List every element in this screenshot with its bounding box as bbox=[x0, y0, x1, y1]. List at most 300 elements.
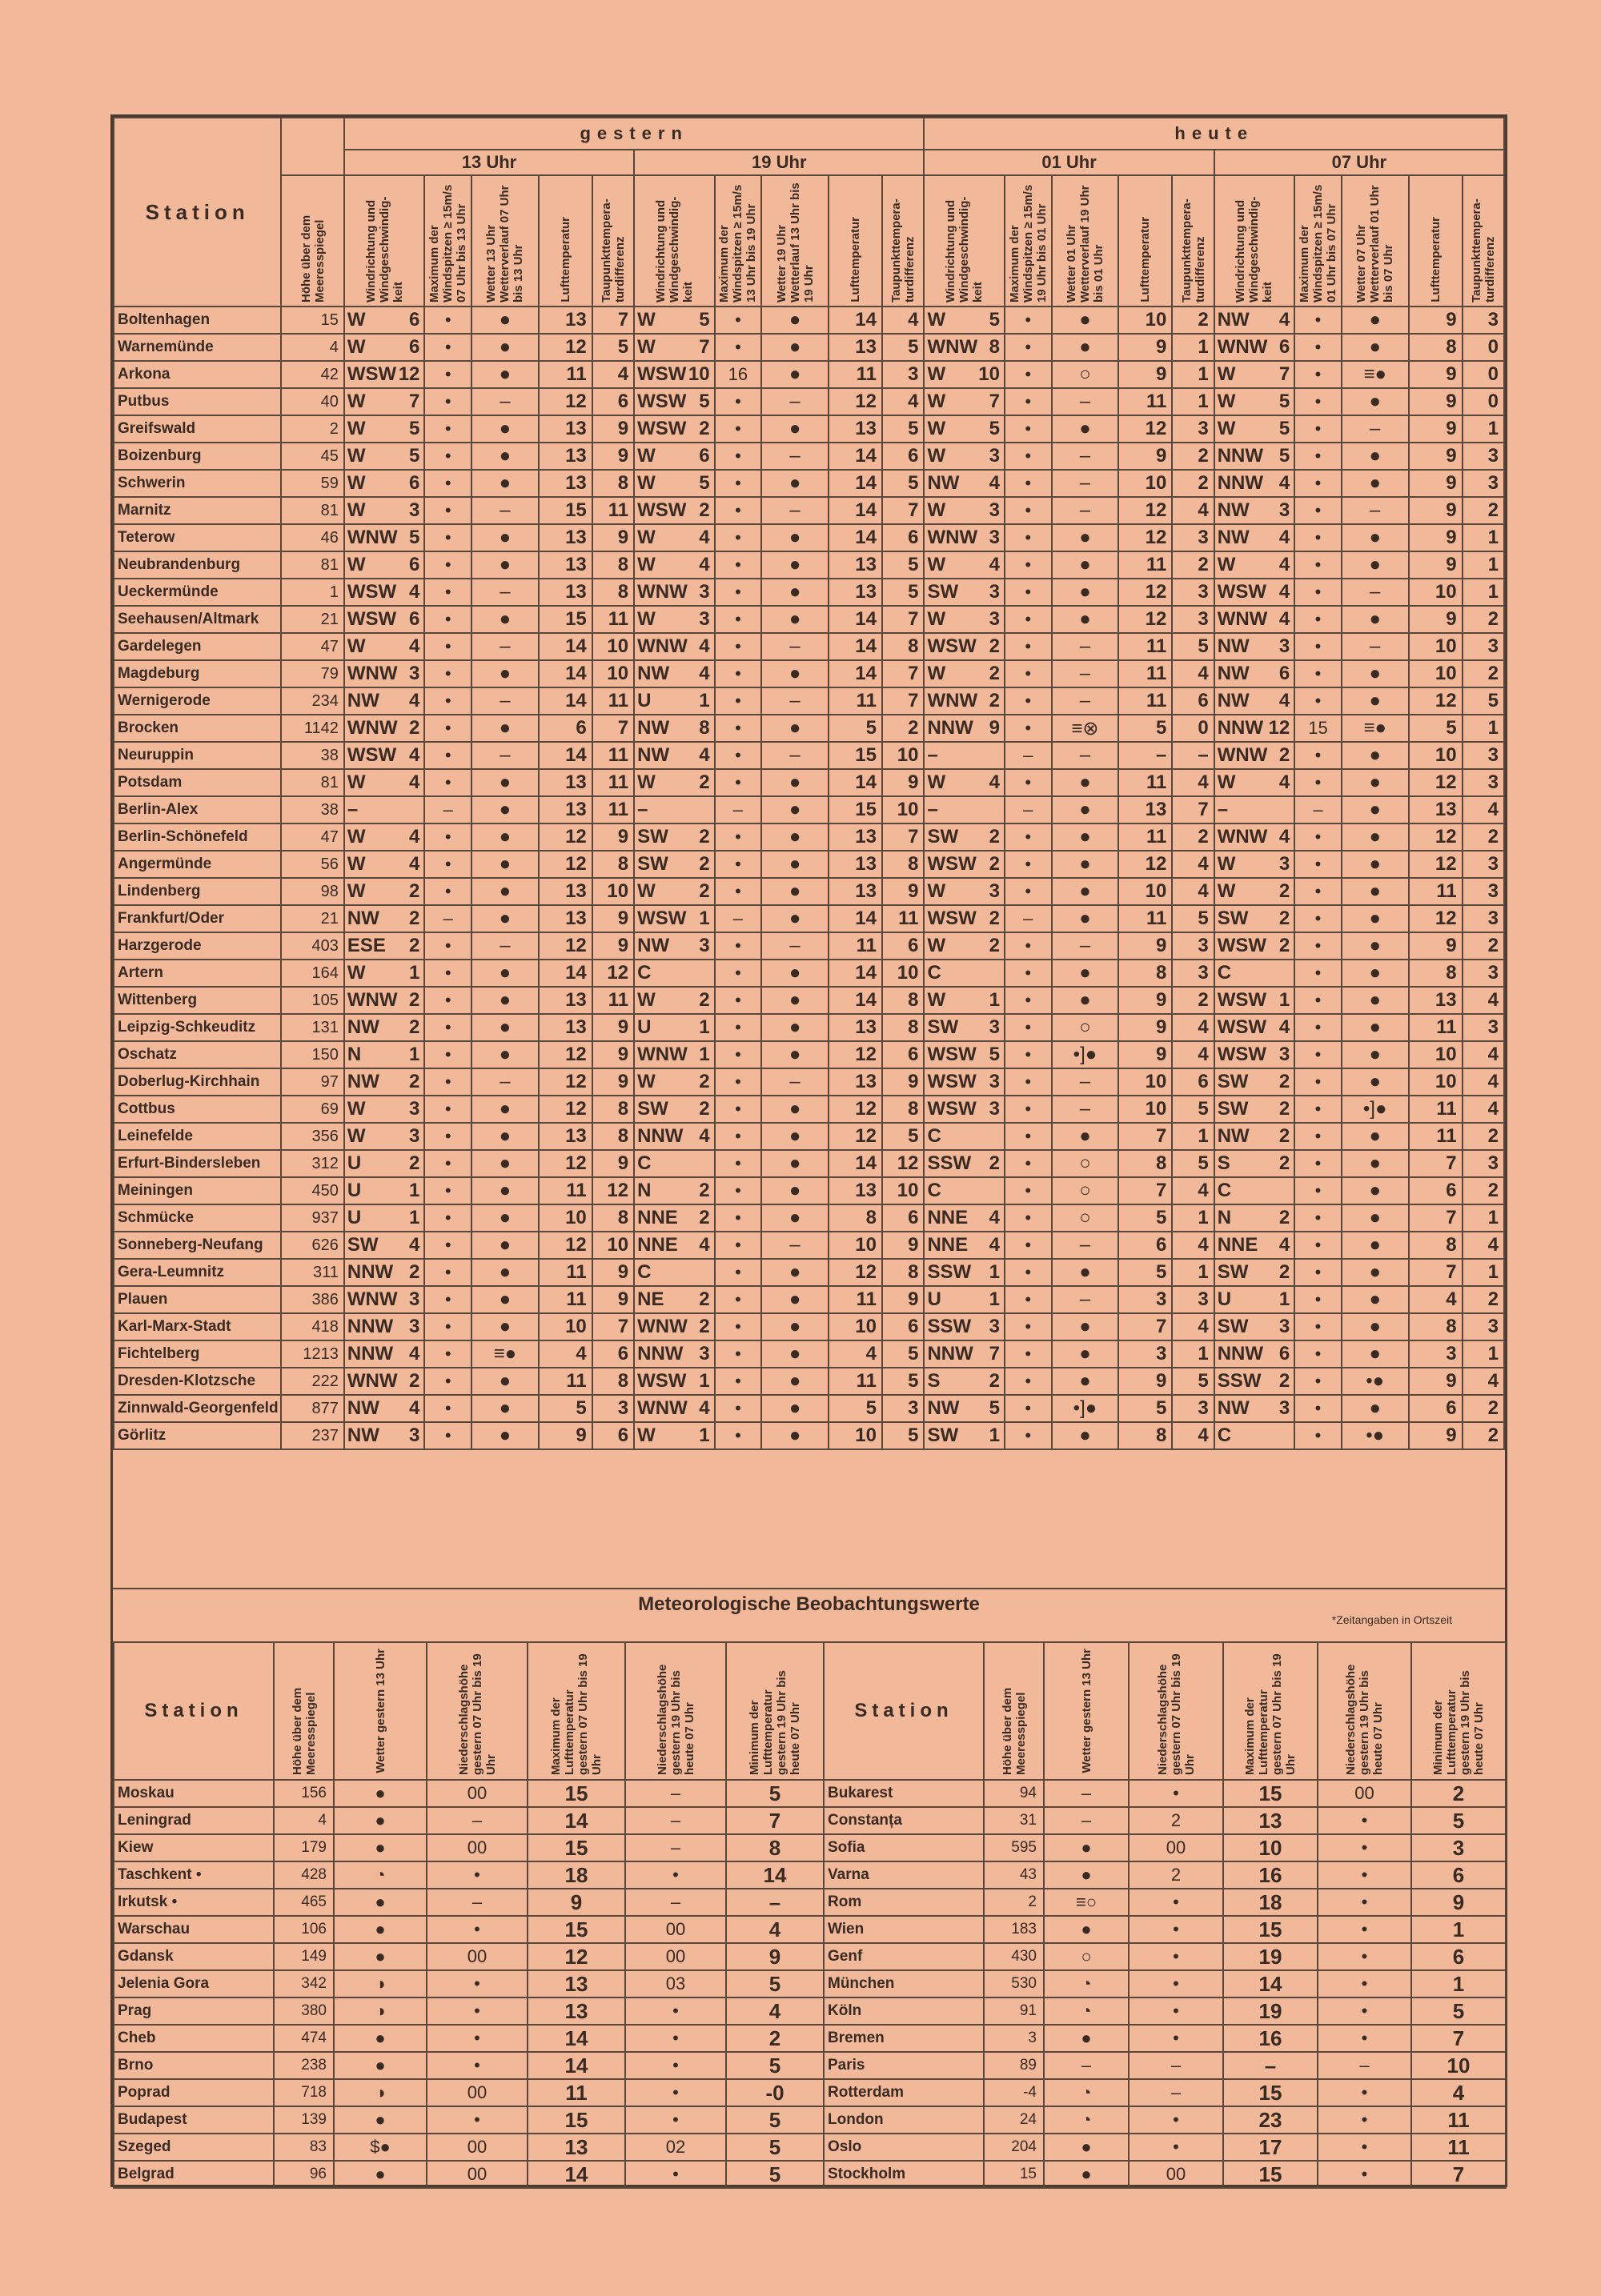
meteo-header-right bbox=[824, 1642, 1506, 1780]
wind-speed: 6 bbox=[409, 472, 420, 494]
wind-gust-max: – bbox=[1005, 742, 1052, 769]
air-temperature: 14 bbox=[829, 633, 882, 660]
wind-direction: NNE bbox=[1217, 1234, 1258, 1256]
wind-cell bbox=[344, 1204, 425, 1232]
weather-symbol: ● bbox=[471, 1259, 539, 1286]
station-altitude: 356 bbox=[281, 1123, 344, 1150]
wind-speed: 3 bbox=[409, 1424, 420, 1446]
station-altitude: 89 bbox=[984, 2052, 1044, 2079]
station-name: Gardelegen bbox=[114, 633, 281, 660]
table-row bbox=[114, 878, 1504, 905]
weather-symbol: ● bbox=[1342, 1232, 1409, 1259]
station-altitude: -4 bbox=[984, 2079, 1044, 2106]
column-header bbox=[882, 175, 924, 307]
dewpoint-difference: 2 bbox=[1172, 823, 1214, 851]
station-altitude: 31 bbox=[984, 1807, 1044, 1834]
weather-symbol: ● bbox=[1052, 960, 1119, 987]
column-header-text: Lufttemperatur bbox=[1428, 217, 1443, 303]
wind-gust-max: • bbox=[1005, 1313, 1052, 1340]
column-header bbox=[625, 1642, 726, 1780]
column-header-text: Maximum der Lufttemperatur gestern 07 Uhr bis 19 Uhr bbox=[549, 1653, 604, 1775]
weather-symbol: ● bbox=[1342, 1123, 1409, 1150]
station-altitude: 595 bbox=[984, 1834, 1044, 1861]
dewpoint-difference: 8 bbox=[882, 1259, 924, 1286]
weather-symbol: ● bbox=[471, 1368, 539, 1395]
dewpoint-difference: 6 bbox=[882, 1204, 924, 1232]
wind-cell bbox=[634, 307, 715, 334]
dewpoint-difference: 1 bbox=[1172, 1259, 1214, 1286]
precipitation-day: • bbox=[1129, 2106, 1223, 2134]
table-row bbox=[824, 1997, 1506, 2025]
precipitation-night: – bbox=[625, 1807, 726, 1834]
weather-symbol: ≡⊗ bbox=[1052, 715, 1119, 742]
wind-direction: C bbox=[1217, 1424, 1232, 1446]
air-temperature: 13 bbox=[539, 878, 592, 905]
dewpoint-difference: 8 bbox=[882, 1014, 924, 1041]
dewpoint-difference: 3 bbox=[1463, 960, 1504, 987]
wind-cell bbox=[634, 1259, 715, 1286]
wind-direction: N bbox=[637, 1180, 652, 1201]
wind-speed: 4 bbox=[409, 690, 420, 711]
wind-speed: 3 bbox=[409, 1125, 420, 1147]
wind-direction: WSW bbox=[927, 1098, 977, 1120]
weather-symbol: – bbox=[471, 633, 539, 660]
dewpoint-difference: 11 bbox=[592, 769, 634, 796]
max-temperature: 14 bbox=[1223, 1970, 1318, 1997]
air-temperature: 14 bbox=[829, 905, 882, 932]
table-row bbox=[114, 2052, 824, 2079]
column-header bbox=[1005, 175, 1052, 307]
max-temperature: 16 bbox=[1223, 2025, 1318, 2052]
weather-symbol: ● bbox=[1342, 1014, 1409, 1041]
dewpoint-difference: 8 bbox=[882, 851, 924, 878]
wind-cell bbox=[634, 1313, 715, 1340]
wind-speed: 3 bbox=[989, 1016, 1000, 1038]
wind-cell bbox=[1214, 497, 1295, 524]
wind-direction: WSW bbox=[927, 635, 977, 657]
dewpoint-difference: 1 bbox=[1463, 715, 1504, 742]
wind-direction: NW bbox=[1217, 635, 1250, 657]
wind-direction: SW bbox=[927, 581, 959, 603]
wind-gust-max: • bbox=[424, 1232, 471, 1259]
dewpoint-difference: 1 bbox=[1172, 1123, 1214, 1150]
dewpoint-difference: 2 bbox=[1463, 1177, 1504, 1204]
dewpoint-difference: 5 bbox=[1463, 687, 1504, 715]
wind-direction: SW bbox=[1217, 1098, 1249, 1120]
weather-symbol: ● bbox=[1342, 1041, 1409, 1068]
air-temperature: 9 bbox=[1409, 307, 1463, 334]
wind-cell bbox=[344, 1313, 425, 1340]
wind-gust-max: • bbox=[424, 878, 471, 905]
wind-gust-max: • bbox=[715, 769, 762, 796]
wind-cell bbox=[634, 960, 715, 987]
weather-symbol: ● bbox=[761, 1123, 829, 1150]
wind-direction: WSW bbox=[927, 908, 977, 929]
air-temperature: 11 bbox=[1118, 551, 1172, 579]
wind-gust-max: • bbox=[1005, 1068, 1052, 1096]
wind-direction: W bbox=[347, 391, 366, 412]
min-temperature: 5 bbox=[726, 1780, 824, 1807]
wind-cell bbox=[634, 524, 715, 551]
station-altitude: 43 bbox=[984, 1861, 1044, 1889]
wind-cell bbox=[634, 1177, 715, 1204]
altitude-header-top bbox=[281, 118, 344, 175]
wind-gust-max: • bbox=[424, 415, 471, 443]
wind-speed: 3 bbox=[989, 1098, 1000, 1120]
min-temperature: 4 bbox=[726, 1997, 824, 2025]
precipitation-day: • bbox=[427, 1997, 528, 2025]
column-header bbox=[1044, 1642, 1129, 1780]
weather-symbol: – bbox=[1044, 2052, 1129, 2079]
dewpoint-difference: 4 bbox=[1463, 1368, 1504, 1395]
station-name: Oslo bbox=[824, 2134, 984, 2161]
wind-speed: 3 bbox=[699, 608, 710, 630]
wind-gust-max: • bbox=[1294, 524, 1342, 551]
wind-direction: WNW bbox=[927, 527, 978, 548]
precipitation-night: • bbox=[1318, 2025, 1411, 2052]
max-temperature: 13 bbox=[1223, 1807, 1318, 1834]
air-temperature: 10 bbox=[829, 1232, 882, 1259]
wind-direction: W bbox=[1217, 853, 1236, 875]
wind-gust-max: • bbox=[1005, 960, 1052, 987]
column-header bbox=[539, 175, 592, 307]
wind-direction: NNW bbox=[1217, 1343, 1264, 1364]
wind-cell bbox=[344, 334, 425, 361]
air-temperature: 9 bbox=[1118, 1041, 1172, 1068]
wind-direction: SW bbox=[1217, 1071, 1249, 1092]
weather-symbol: $● bbox=[334, 2134, 427, 2161]
wind-gust-max: • bbox=[424, 660, 471, 687]
wind-direction: W bbox=[927, 309, 946, 331]
precipitation-day: 2 bbox=[1129, 1861, 1223, 1889]
station-altitude: 380 bbox=[274, 1997, 334, 2025]
wind-gust-max: • bbox=[424, 334, 471, 361]
station-name: Brocken bbox=[114, 715, 281, 742]
station-name: Neubrandenburg bbox=[114, 551, 281, 579]
wind-cell bbox=[344, 633, 425, 660]
table-row bbox=[114, 1997, 824, 2025]
dewpoint-difference: 1 bbox=[1463, 579, 1504, 606]
air-temperature: 12 bbox=[829, 1041, 882, 1068]
dewpoint-difference: 7 bbox=[882, 823, 924, 851]
wind-speed: 1 bbox=[409, 1044, 420, 1065]
station-name: Schwerin bbox=[114, 470, 281, 497]
air-temperature: 12 bbox=[1409, 851, 1463, 878]
wind-direction: NNW bbox=[927, 717, 973, 739]
wind-gust-max: • bbox=[424, 1068, 471, 1096]
wind-direction: SW bbox=[1217, 1261, 1249, 1283]
dewpoint-difference: 0 bbox=[1172, 715, 1214, 742]
wind-direction: WNW bbox=[1217, 608, 1268, 630]
air-temperature: 13 bbox=[539, 1014, 592, 1041]
station-name: Poprad bbox=[114, 2079, 274, 2106]
wind-direction: W bbox=[347, 771, 366, 793]
air-temperature: 8 bbox=[1118, 1150, 1172, 1177]
dewpoint-difference: 6 bbox=[592, 388, 634, 415]
altitude-header: Höhe über dem Meeresspiegel bbox=[281, 175, 344, 307]
station-name: Artern bbox=[114, 960, 281, 987]
table-row bbox=[114, 1889, 824, 1916]
precipitation-day: – bbox=[427, 1807, 528, 1834]
dewpoint-difference: 9 bbox=[592, 1286, 634, 1313]
air-temperature: 14 bbox=[539, 687, 592, 715]
column-header-text: Lufttemperatur bbox=[848, 217, 862, 303]
wind-direction: WSW bbox=[637, 418, 687, 439]
wind-speed: 3 bbox=[409, 1288, 420, 1310]
dewpoint-difference: 0 bbox=[1463, 361, 1504, 388]
wind-direction: U bbox=[347, 1180, 362, 1201]
weather-symbol: ● bbox=[471, 606, 539, 633]
station-name: Gdansk bbox=[114, 1943, 274, 1970]
min-temperature: 4 bbox=[1411, 2079, 1506, 2106]
weather-symbol: ● bbox=[471, 851, 539, 878]
wind-cell bbox=[924, 687, 1005, 715]
station-altitude: 204 bbox=[984, 2134, 1044, 2161]
wind-cell bbox=[1214, 415, 1295, 443]
weather-symbol: ● bbox=[1044, 2134, 1129, 2161]
wind-cell bbox=[344, 361, 425, 388]
column-header-text: Wetter 19 Uhr Wetterlauf 13 Uhr bis 19 Uhr bbox=[774, 182, 816, 303]
weather-symbol: – bbox=[471, 932, 539, 960]
wind-speed: 2 bbox=[409, 1016, 420, 1038]
wind-gust-max: 16 bbox=[715, 361, 762, 388]
wind-direction: WNW bbox=[1217, 826, 1268, 847]
wind-cell bbox=[634, 633, 715, 660]
wind-direction: W bbox=[927, 391, 946, 412]
wind-gust-max: • bbox=[1294, 470, 1342, 497]
wind-speed: 6 bbox=[699, 445, 710, 467]
dewpoint-difference: 4 bbox=[1463, 1096, 1504, 1123]
wind-cell bbox=[924, 796, 1005, 823]
station-name: Dresden-Klotzsche bbox=[114, 1368, 281, 1395]
weather-symbol: ● bbox=[471, 1395, 539, 1422]
dewpoint-difference: 0 bbox=[1463, 388, 1504, 415]
table-row bbox=[824, 1834, 1506, 1861]
wind-direction: WSW bbox=[1217, 581, 1266, 603]
weather-symbol: ● bbox=[471, 307, 539, 334]
wind-speed: 4 bbox=[1278, 1234, 1290, 1256]
wind-cell bbox=[344, 987, 425, 1014]
wind-speed: 3 bbox=[989, 1071, 1000, 1092]
wind-cell bbox=[634, 823, 715, 851]
wind-speed: 2 bbox=[699, 1071, 710, 1092]
station-header bbox=[114, 1642, 274, 1780]
station-name: Taschkent • bbox=[114, 1861, 274, 1889]
station-name: Boltenhagen bbox=[114, 307, 281, 334]
wind-direction: W bbox=[927, 989, 946, 1011]
station-header-text: Station bbox=[854, 1700, 953, 1721]
table-row bbox=[114, 932, 1504, 960]
wind-gust-max: • bbox=[1294, 1422, 1342, 1449]
weather-symbol: ● bbox=[471, 1204, 539, 1232]
dewpoint-difference: 4 bbox=[1172, 878, 1214, 905]
wind-gust-max: • bbox=[1005, 334, 1052, 361]
station-name: Magdeburg bbox=[114, 660, 281, 687]
dewpoint-difference: 10 bbox=[592, 660, 634, 687]
wind-gust-max: – bbox=[1005, 796, 1052, 823]
wind-gust-max: • bbox=[424, 1150, 471, 1177]
station-altitude: 149 bbox=[274, 1943, 334, 1970]
station-altitude: 83 bbox=[274, 2134, 334, 2161]
station-name: Constanța bbox=[824, 1807, 984, 1834]
wind-cell bbox=[1214, 1340, 1295, 1368]
weather-symbol: ● bbox=[761, 1368, 829, 1395]
dewpoint-difference: 3 bbox=[1463, 878, 1504, 905]
precipitation-night: • bbox=[1318, 1834, 1411, 1861]
wind-cell bbox=[924, 1068, 1005, 1096]
air-temperature: 10 bbox=[1118, 1068, 1172, 1096]
wind-direction: SW bbox=[927, 826, 959, 847]
wind-gust-max: • bbox=[1294, 932, 1342, 960]
wind-direction: W bbox=[347, 962, 366, 984]
table-row bbox=[114, 1232, 1504, 1259]
wind-cell bbox=[344, 932, 425, 960]
wind-direction: WSW bbox=[347, 608, 397, 630]
air-temperature: 13 bbox=[829, 1068, 882, 1096]
weather-symbol: ● bbox=[1052, 579, 1119, 606]
wind-direction: W bbox=[637, 989, 656, 1011]
weather-symbol: ● bbox=[761, 1259, 829, 1286]
wind-direction: – bbox=[637, 799, 648, 820]
station-altitude: 46 bbox=[281, 524, 344, 551]
wind-speed: 4 bbox=[1278, 527, 1290, 548]
wind-gust-max: • bbox=[1294, 1259, 1342, 1286]
station-name: Arkona bbox=[114, 361, 281, 388]
weather-symbol: – bbox=[761, 932, 829, 960]
weather-symbol: ● bbox=[471, 443, 539, 470]
weather-symbol: – bbox=[761, 687, 829, 715]
column-header bbox=[984, 1642, 1044, 1780]
station-name: Ueckermünde bbox=[114, 579, 281, 606]
wind-cell bbox=[344, 687, 425, 715]
wind-gust-max: • bbox=[715, 960, 762, 987]
air-temperature: 10 bbox=[539, 1204, 592, 1232]
station-altitude: 877 bbox=[281, 1395, 344, 1422]
wind-speed: 7 bbox=[699, 336, 710, 358]
max-temperature: 11 bbox=[528, 2079, 625, 2106]
weather-symbol: ● bbox=[471, 334, 539, 361]
table-row bbox=[114, 987, 1504, 1014]
weather-symbol: ○ bbox=[1052, 1177, 1119, 1204]
wind-speed: 2 bbox=[989, 635, 1000, 657]
dewpoint-difference: 9 bbox=[592, 905, 634, 932]
wind-direction: WNW bbox=[347, 989, 398, 1011]
max-temperature: 15 bbox=[1223, 2079, 1318, 2106]
wind-direction: W bbox=[347, 853, 366, 875]
dewpoint-difference: 8 bbox=[882, 987, 924, 1014]
weather-symbol: ≡○ bbox=[1044, 1889, 1129, 1916]
wind-cell bbox=[344, 606, 425, 633]
wind-gust-max: • bbox=[1005, 878, 1052, 905]
weather-symbol: ● bbox=[761, 1340, 829, 1368]
station-name: Sofia bbox=[824, 1834, 984, 1861]
wind-speed: 1 bbox=[409, 962, 420, 984]
wind-gust-max: • bbox=[424, 932, 471, 960]
air-temperature: 13 bbox=[829, 1014, 882, 1041]
wind-cell bbox=[1214, 1204, 1295, 1232]
wind-direction: W bbox=[637, 527, 656, 548]
wind-gust-max: • bbox=[1294, 361, 1342, 388]
wind-gust-max: • bbox=[1294, 443, 1342, 470]
table-row bbox=[114, 1041, 1504, 1068]
table-row bbox=[114, 1204, 1504, 1232]
wind-speed: 2 bbox=[1278, 1071, 1290, 1092]
column-header bbox=[1052, 175, 1119, 307]
wind-gust-max: • bbox=[715, 1150, 762, 1177]
weather-symbol: ● bbox=[471, 1150, 539, 1177]
wind-direction: NW bbox=[1217, 1397, 1250, 1419]
air-temperature: 9 bbox=[1118, 1368, 1172, 1395]
air-temperature: 11 bbox=[1118, 660, 1172, 687]
wind-speed: 4 bbox=[409, 853, 420, 875]
air-temperature: 12 bbox=[829, 1096, 882, 1123]
station-name: Irkutsk • bbox=[114, 1889, 274, 1916]
table-row bbox=[114, 1943, 824, 1970]
wind-speed: 5 bbox=[1278, 391, 1290, 412]
min-temperature: 3 bbox=[1411, 1834, 1506, 1861]
weather-symbol: •]● bbox=[1052, 1395, 1119, 1422]
weather-symbol: ≡● bbox=[471, 1340, 539, 1368]
weather-symbol: ● bbox=[761, 851, 829, 878]
weather-symbol: ● bbox=[761, 796, 829, 823]
station-name: Görlitz bbox=[114, 1422, 281, 1449]
air-temperature: 13 bbox=[1118, 796, 1172, 823]
precipitation-day: • bbox=[1129, 1889, 1223, 1916]
wind-gust-max: • bbox=[1005, 987, 1052, 1014]
station-altitude: 430 bbox=[984, 1943, 1044, 1970]
wind-speed: 4 bbox=[409, 771, 420, 793]
table-row bbox=[114, 2134, 824, 2161]
dewpoint-difference: 3 bbox=[1463, 1014, 1504, 1041]
weather-symbol: ● bbox=[761, 579, 829, 606]
wind-gust-max: • bbox=[424, 715, 471, 742]
weather-symbol: ● bbox=[1052, 1313, 1119, 1340]
weather-symbol: ● bbox=[1342, 443, 1409, 470]
wind-direction: SSW bbox=[927, 1316, 972, 1337]
wind-cell bbox=[1214, 823, 1295, 851]
wind-direction: WNW bbox=[347, 717, 398, 739]
station-name: München bbox=[824, 1970, 984, 1997]
wind-gust-max: • bbox=[715, 742, 762, 769]
wind-speed: 1 bbox=[699, 1424, 710, 1446]
wind-gust-max: • bbox=[1005, 1177, 1052, 1204]
station-altitude: 96 bbox=[274, 2161, 334, 2188]
wind-gust-max: • bbox=[1294, 415, 1342, 443]
dewpoint-difference: 4 bbox=[1172, 1014, 1214, 1041]
wind-speed: 5 bbox=[989, 309, 1000, 331]
wind-gust-max: • bbox=[424, 579, 471, 606]
air-temperature: 12 bbox=[539, 1096, 592, 1123]
wind-direction: W bbox=[637, 309, 656, 331]
weather-symbol: ● bbox=[471, 769, 539, 796]
air-temperature: 12 bbox=[1409, 687, 1463, 715]
wind-cell bbox=[924, 1204, 1005, 1232]
station-observation-table bbox=[113, 117, 1505, 1450]
dewpoint-difference: 11 bbox=[592, 796, 634, 823]
wind-gust-max: • bbox=[424, 1422, 471, 1449]
air-temperature: 14 bbox=[829, 1150, 882, 1177]
wind-direction: NW bbox=[1217, 309, 1250, 331]
wind-gust-max: • bbox=[1294, 1368, 1342, 1395]
max-temperature: 18 bbox=[1223, 1889, 1318, 1916]
wind-cell bbox=[1214, 1014, 1295, 1041]
dewpoint-difference: 1 bbox=[1172, 388, 1214, 415]
dewpoint-difference: 10 bbox=[882, 960, 924, 987]
air-temperature: 9 bbox=[1409, 497, 1463, 524]
wind-speed: 3 bbox=[989, 499, 1000, 521]
dewpoint-difference: 2 bbox=[1172, 470, 1214, 497]
precipitation-day: • bbox=[1129, 2025, 1223, 2052]
